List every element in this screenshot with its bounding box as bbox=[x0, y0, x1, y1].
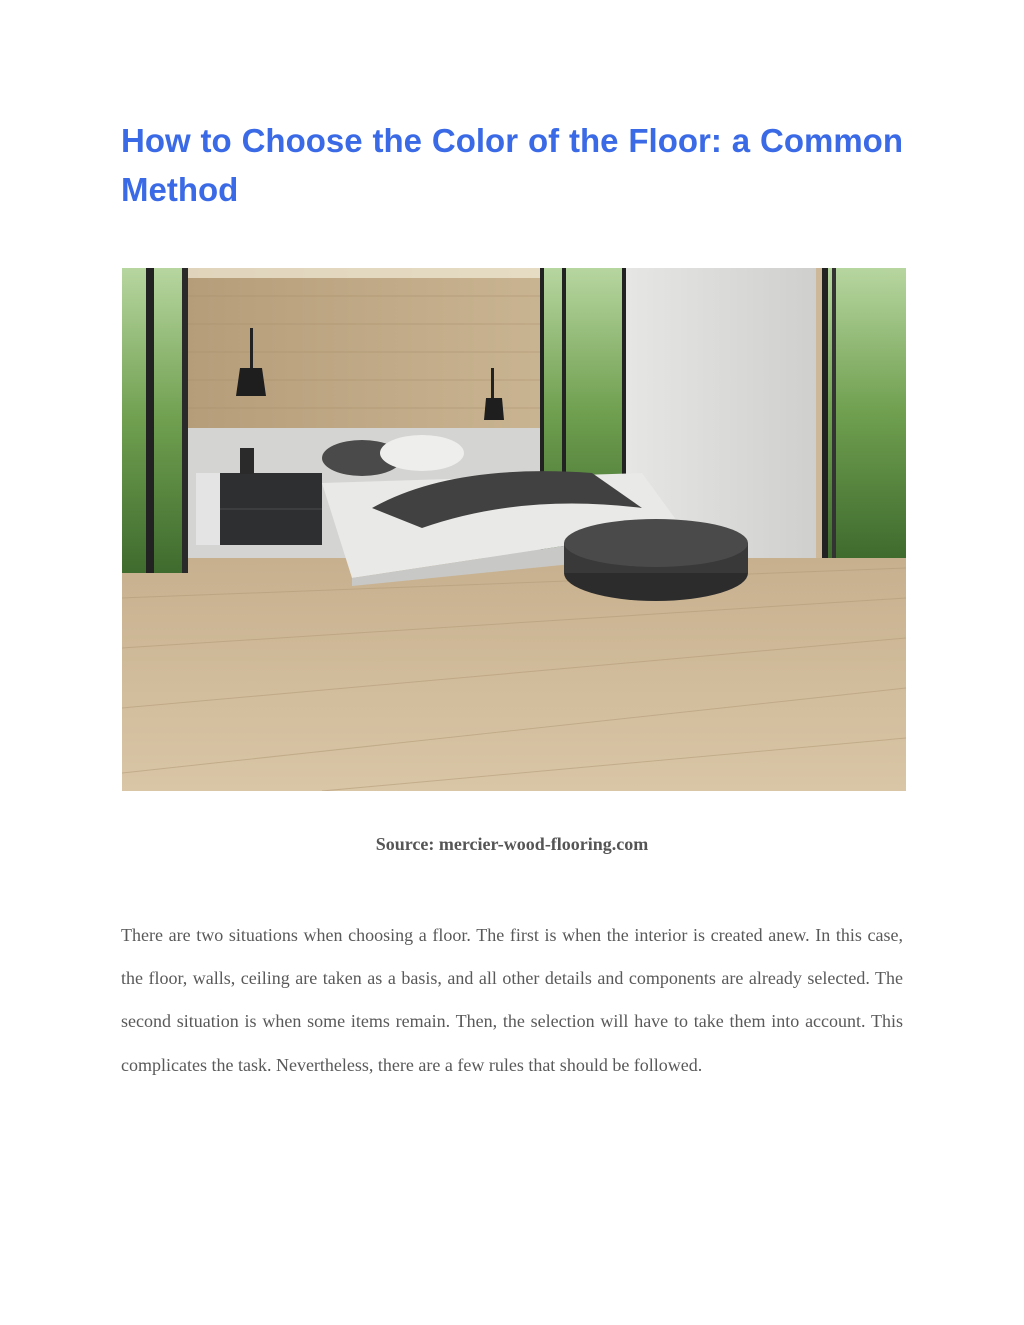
image-caption: Source: mercier-wood-flooring.com bbox=[375, 834, 649, 854]
article-title: How to Choose the Color of the Floor: a Common Method bbox=[121, 122, 903, 208]
bedroom-photo bbox=[122, 268, 906, 791]
article-paragraph: There are two situations when choosing a floor. The first is when the interior is created anew. In this case, the floor, walls, ceiling are taken as a basis, and all other details and components are already selected. The second situation is when some items remain. Then, the selection will have to take them into account. This complicates the task. Nevertheless, there are a few rules that should be followed. bbox=[121, 925, 903, 1075]
